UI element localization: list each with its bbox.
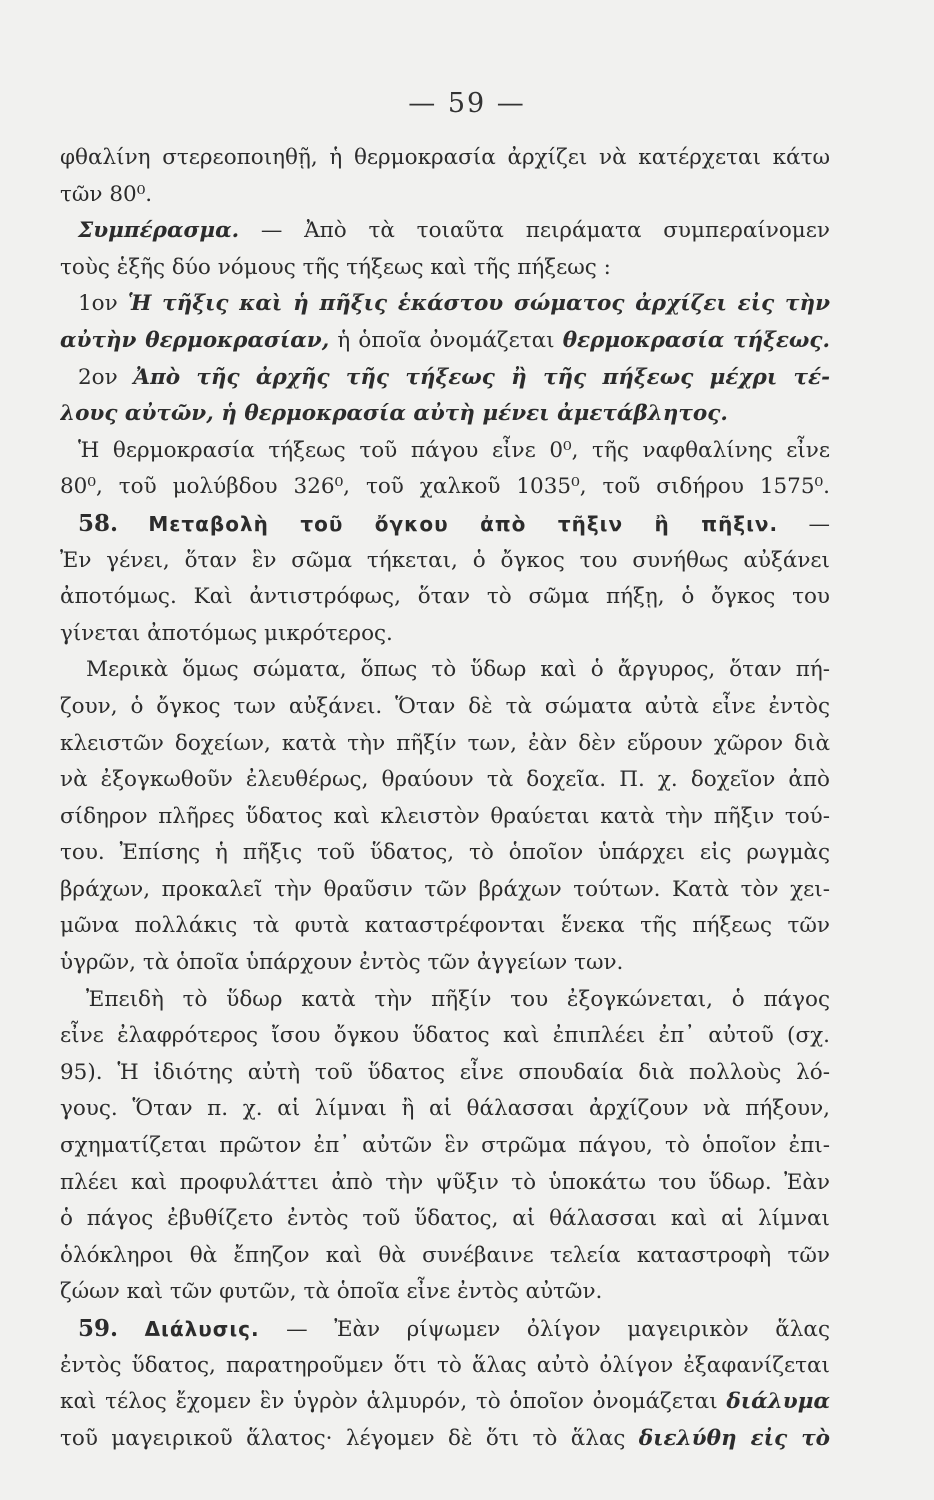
text-line: φθαλίνη στερεοποιηθῇ, ἡ θερμοκρασία ἀρχίζει νὰ κατέρχεται κάτω xyxy=(60,145,830,170)
text-line: Ἡ θερμοκρασία τήξεως τοῦ πάγου εἶνε 0⁰, τῆς ναφθαλίνης εἶνε xyxy=(78,437,830,463)
text-run: Ἀπὸ τῆς ἀρχῆς τῆς τήξεως ἢ τῆς πήξεως μέχρι τέ- xyxy=(133,364,830,390)
page-number: — 59 — xyxy=(408,88,526,119)
text-line: σίδηρον πλῆρες ὕδατος καὶ κλειστὸν θραύεται κατὰ τὴν πῆξιν τού- xyxy=(60,803,830,829)
text-line: νὰ ἐξογκωθοῦν ἐλευθέρως, θραύουν τὰ δοχεῖα. Π. χ. δοχεῖον ἀπὸ xyxy=(60,767,830,793)
law-number: 1ον xyxy=(78,291,118,317)
text-line xyxy=(60,213,830,250)
text-line: ὑγρῶν, τὰ ὁποῖα ὑπάρχουν ἐντὸς τῶν ἀγγείων των. xyxy=(60,950,624,976)
text-line: ζώων καὶ τῶν φυτῶν, τὰ ὁποῖα εἶνε ἐντὸς αὐτῶν. xyxy=(60,1279,603,1305)
text-line: Ἐν γένει, ὅταν ἓν σῶμα τήκεται, ὁ ὄγκος του συνήθως αὐξάνει xyxy=(60,547,830,573)
text-line: Ἐπειδὴ τὸ ὕδωρ κατὰ τὴν πῆξίν του ἐξογκώνεται, ὁ πάγος xyxy=(86,986,830,1012)
text-run: διάλυμα xyxy=(726,1389,830,1415)
text-line xyxy=(60,1384,830,1421)
text-line: ὁλόκληροι θὰ ἔπηζον καὶ θὰ συνέβαινε τελεία καταστροφὴ τῶν xyxy=(60,1242,830,1268)
text-run: αὐτὴν θερμοκρασίαν, xyxy=(60,327,330,353)
section-heading: Συμπέρασμα. xyxy=(78,218,240,244)
text-line: 95). Ἡ ἰδιότης αὐτὴ τοῦ ὕδατος εἶνε σπουδαία διὰ πολλοὺς λό- xyxy=(60,1059,830,1085)
text-line: κλειστῶν δοχείων, κατὰ τὴν πῆξίν των, ἐὰν δὲν εὕρουν χῶρον διὰ xyxy=(60,730,830,756)
text-line: βράχων, προκαλεῖ τὴν θραῦσιν τῶν βράχων τούτων. Κατὰ τὸν χει- xyxy=(60,876,830,902)
text-line xyxy=(60,323,830,360)
text-line xyxy=(60,1421,830,1458)
text-run: ἡ ὁποῖα ὀνομάζεται xyxy=(337,327,555,353)
text-run: — xyxy=(808,511,830,537)
text-line: τοὺς ἑξῆς δύο νόμους τῆς τήξεως καὶ τῆς πήξεως : xyxy=(60,254,611,280)
law-number: 2ον xyxy=(78,364,118,390)
text-run: — Ἐὰν ρίψωμεν ὀλίγον μαγειρικὸν ἅλας xyxy=(286,1317,830,1342)
text-line: πλέει καὶ προφυλάττει ἀπὸ τὴν ψῦξιν τὸ ὑποκάτω του ὕδωρ. Ἐὰν xyxy=(60,1169,830,1195)
text-run: θερμοκρασία τήξεως. xyxy=(562,327,830,353)
text-run: καὶ τέλος ἔχομεν ἓν ὑγρὸν ἁλμυρόν, τὸ ὁποῖον ὀνομάζεται xyxy=(60,1389,718,1415)
text-line: ζουν, ὁ ὄγκος των αὐξάνει. Ὅταν δὲ τὰ σώματα αὐτὰ εἶνε ἐντὸς xyxy=(60,693,830,719)
page-body xyxy=(60,140,830,1457)
section-number: 59. xyxy=(78,1315,119,1342)
text-line: ἀποτόμως. Καὶ ἀντιστρόφως, ὅταν τὸ σῶμα πήξῃ, ὁ ὄγκος του xyxy=(60,584,830,610)
text-line: τῶν 80⁰. xyxy=(60,181,153,207)
section-number: 58. xyxy=(78,509,119,537)
text-line: ἐντὸς ὕδατος, παρατηροῦμεν ὅτι τὸ ἅλας αὐτὸ ὀλίγον ἐξαφανίζεται xyxy=(60,1352,830,1378)
text-line xyxy=(60,286,830,323)
text-run: τοῦ μαγειρικοῦ ἅλατος· λέγομεν δὲ ὅτι τὸ ἅλας xyxy=(60,1425,626,1451)
section-title: Μεταβολὴ τοῦ ὄγκου ἀπὸ τῆξιν ἢ πῆξιν. xyxy=(148,511,779,536)
text-line: μῶνα πολλάκις τὰ φυτὰ καταστρέφονται ἕνεκα τῆς πήξεως τῶν xyxy=(60,913,830,939)
text-run: Ἡ τῆξις καὶ ἡ πῆξις ἑκάστου σώματος ἀρχίζει εἰς τὴν xyxy=(127,291,830,317)
text-line: σχηματίζεται πρῶτον ἐπ᾽ αὐτῶν ἓν στρῶμα πάγου, τὸ ὁποῖον ἐπι- xyxy=(60,1133,830,1159)
text-run: λους αὐτῶν, ἡ θερμοκρασία αὐτὴ μένει ἀμετάβλητος. xyxy=(60,401,728,427)
section-59-heading xyxy=(60,1311,830,1348)
text-line: εἶνε ἐλαφρότερος ἴσου ὄγκου ὕδατος καὶ ἐπιπλέει ἐπ᾽ αὐτοῦ (σχ. xyxy=(60,1023,830,1049)
text-line: ὁ πάγος ἐβυθίζετο ἐντὸς τοῦ ὕδατος, αἱ θάλασσαι καὶ αἱ λίμναι xyxy=(60,1206,830,1232)
section-title: Διάλυσις. xyxy=(144,1317,260,1341)
text-run: διελύθη εἰς τὸ xyxy=(638,1425,830,1451)
text-line: 80⁰, τοῦ μολύβδου 326⁰, τοῦ χαλκοῦ 1035⁰, τοῦ σιδήρου 1575⁰. xyxy=(60,474,830,500)
text-line: γους. Ὅταν π. χ. αἱ λίμναι ἢ αἱ θάλασσαι ἀρχίζουν νὰ πήξουν, xyxy=(60,1096,830,1122)
text-line xyxy=(60,360,830,397)
section-58-heading xyxy=(60,506,830,543)
text-line: γίνεται ἀποτόμως μικρότερος. xyxy=(60,620,393,646)
text-line: Μερικὰ ὅμως σώματα, ὅπως τὸ ὕδωρ καὶ ὁ ἄργυρος, ὅταν πή- xyxy=(86,657,830,683)
text-line xyxy=(60,396,830,433)
text-run: — Ἀπὸ τὰ τοιαῦτα πειράματα συμπεραίνομεν xyxy=(260,218,830,244)
text-line: του. Ἐπίσης ἡ πῆξις τοῦ ὕδατος, τὸ ὁποῖον ὑπάρχει εἰς ρωγμὰς xyxy=(60,840,830,866)
